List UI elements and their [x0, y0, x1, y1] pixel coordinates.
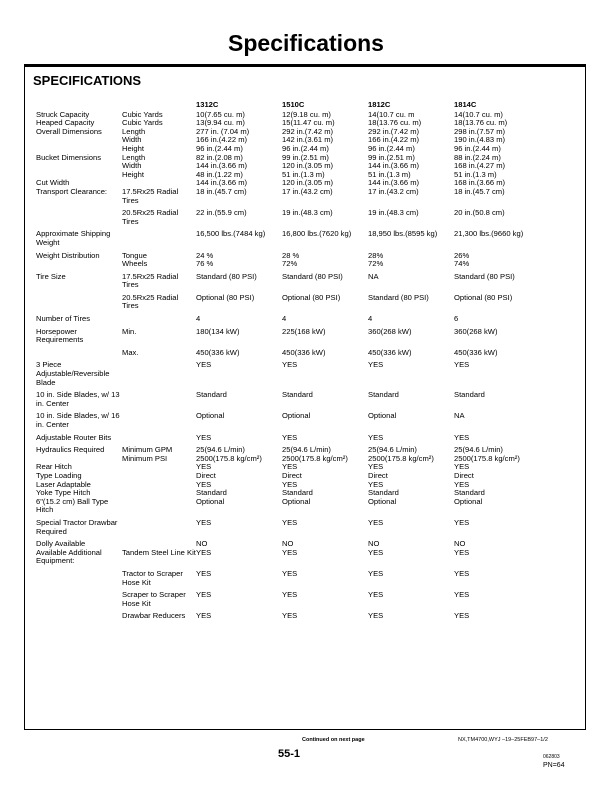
table-row	[36, 608, 526, 621]
page-number: 55-1	[278, 748, 301, 760]
table-cell: Approximate Shipping Weight	[36, 229, 111, 247]
table-cell: 15(11.47 cu. m)	[282, 118, 335, 128]
table-cell: 14(10.7 cu. m	[368, 109, 415, 119]
table-cell: 72%	[368, 259, 384, 269]
table-row	[36, 154, 526, 163]
table-cell: Direct	[454, 470, 474, 480]
table-cell: Standard	[454, 488, 485, 498]
table-cell: 25(94.6 L/min)	[368, 445, 417, 455]
table-cell: 144 in.(3.66 m)	[196, 178, 248, 188]
table-cell: Overall Dimensions	[36, 126, 102, 136]
table-cell	[122, 489, 196, 498]
table-cell: 51 in.(1.3 m)	[368, 169, 411, 179]
table-cell: 298 in.(7.57 m)	[454, 126, 506, 136]
table-cell: Optional	[196, 496, 225, 506]
table-row	[36, 179, 526, 188]
table-cell: 2500(175.8 kg/cm²)	[282, 453, 348, 463]
table-cell: 21,300 lbs.(9660 kg)	[454, 229, 524, 239]
table-row	[36, 205, 526, 226]
table-cell: 26%	[454, 250, 470, 260]
top-rule	[25, 65, 585, 67]
table-cell: 20.5Rx25 Radial Tires	[122, 292, 179, 311]
table-cell: Rear Hitch	[36, 462, 72, 472]
table-cell: Available Additional Equipment:	[36, 547, 102, 566]
table-cell: Cubic Yards	[122, 118, 163, 128]
table-row	[36, 260, 526, 269]
table-cell: 72%	[282, 259, 298, 269]
pn-number: PN=64	[543, 762, 565, 769]
table-cell: 168 in.(3.66 m)	[454, 178, 506, 188]
table-cell: 28%	[368, 250, 384, 260]
table-cell: Minimum PSI	[122, 453, 168, 463]
table-cell: 144 in.(3.66 m)	[368, 161, 420, 171]
table-cell	[36, 345, 122, 358]
table-cell	[122, 408, 196, 429]
table-cell: YES	[196, 360, 212, 370]
table-row	[36, 111, 526, 120]
table-cell: YES	[368, 590, 384, 600]
table-cell: Optional	[368, 411, 397, 421]
table-cell: Standard	[282, 488, 313, 498]
table-cell: Standard (80 PSI)	[454, 271, 515, 281]
table-cell: 25(94.6 L/min)	[196, 445, 245, 455]
table-cell: 17 in.(43.2 cm)	[282, 186, 333, 196]
table-cell: 292 in.(7.42 m)	[282, 126, 334, 136]
column-header: 1814C	[454, 100, 477, 109]
table-cell: Length	[122, 152, 146, 162]
table-cell: Standard	[196, 390, 227, 400]
table-cell: YES	[368, 517, 384, 527]
table-cell: Optional (80 PSI)	[454, 292, 513, 302]
continued-note: Continued on next page	[302, 737, 365, 743]
table-cell: YES	[282, 568, 298, 578]
table-cell: 18(13.76 cu. m)	[368, 118, 422, 128]
table-cell: YES	[282, 547, 298, 557]
spec-table	[36, 101, 526, 621]
table-cell: Optional	[454, 496, 483, 506]
column-header: 1510C	[282, 100, 305, 109]
column-header: 1812C	[368, 100, 391, 109]
table-row	[36, 345, 526, 358]
table-row	[36, 324, 526, 345]
table-cell: Standard (80 PSI)	[368, 292, 429, 302]
table-cell: 450(336 kW)	[196, 347, 240, 357]
table-cell: YES	[282, 611, 298, 621]
table-cell: 360(268 kW)	[368, 326, 412, 336]
section-title: SPECIFICATIONS	[33, 73, 142, 88]
table-cell	[36, 587, 122, 608]
table-cell: Struck Capacity	[36, 109, 90, 119]
table-cell	[36, 260, 122, 269]
table-cell	[122, 226, 196, 247]
table-header-row	[36, 101, 526, 111]
page-title: Specifications	[228, 30, 384, 56]
table-cell: 16,500 lbs.(7484 kg)	[196, 229, 266, 239]
table-cell: Special Tractor Drawbar Required	[36, 517, 118, 536]
table-cell: YES	[368, 547, 384, 557]
table-cell: 18(13.76 cu. m)	[454, 118, 508, 128]
table-cell: YES	[454, 360, 470, 370]
table-cell	[122, 472, 196, 481]
table-cell: Direct	[368, 470, 388, 480]
table-row	[36, 248, 526, 261]
table-cell: 2500(175.8 kg/cm²)	[454, 453, 520, 463]
table-cell: 4	[368, 314, 373, 324]
table-cell: Standard	[368, 390, 399, 400]
table-cell: NO	[368, 539, 380, 549]
table-cell: Weight Distribution	[36, 250, 100, 260]
table-cell: Max.	[122, 347, 139, 357]
table-cell: 16,800 lbs.(7620 kg)	[282, 229, 352, 239]
table-cell	[36, 136, 122, 145]
table-cell: YES	[368, 568, 384, 578]
table-cell	[122, 463, 196, 472]
table-cell: 99 in.(2.51 m)	[282, 152, 329, 162]
table-row	[36, 145, 526, 154]
table-cell: 450(336 kW)	[368, 347, 412, 357]
table-cell: 25(94.6 L/min)	[282, 445, 331, 455]
table-cell: YES	[282, 462, 298, 472]
table-cell: Optional (80 PSI)	[196, 292, 255, 302]
table-cell: Standard	[196, 488, 227, 498]
table-cell: YES	[368, 462, 384, 472]
table-cell	[122, 430, 196, 443]
table-cell: 144 in.(3.66 m)	[196, 161, 248, 171]
table-cell: Height	[122, 169, 144, 179]
table-row	[36, 549, 526, 566]
table-cell	[122, 515, 196, 536]
table-cell: Yoke Type Hitch	[36, 488, 91, 498]
table-row	[36, 498, 526, 515]
table-cell: 82 in.(2.08 m)	[196, 152, 243, 162]
table-cell: 277 in. (7.04 m)	[196, 126, 250, 136]
table-cell	[122, 387, 196, 408]
table-cell: YES	[282, 479, 298, 489]
specifications-panel	[24, 64, 586, 730]
table-row	[36, 311, 526, 324]
table-cell: NO	[454, 539, 466, 549]
table-cell: YES	[196, 517, 212, 527]
table-cell: Optional	[282, 496, 311, 506]
table-cell: YES	[282, 432, 298, 442]
table-cell: 10(7.65 cu. m)	[196, 109, 245, 119]
table-cell: 180(134 kW)	[196, 326, 240, 336]
table-row	[36, 455, 526, 464]
table-cell: 51 in.(1.3 m)	[454, 169, 497, 179]
table-cell	[36, 290, 122, 311]
table-cell: Transport Clearance:	[36, 186, 108, 196]
table-cell: YES	[282, 517, 298, 527]
table-cell: 96 in.(2.44 m)	[368, 143, 415, 153]
table-cell: Min.	[122, 326, 137, 336]
table-cell: Wheels	[122, 259, 148, 269]
table-cell: Direct	[282, 470, 302, 480]
table-cell: Adjustable Router Bits	[36, 432, 112, 442]
table-cell: 6"(15.2 cm) Ball Type Hitch	[36, 496, 109, 515]
table-cell: Tongue	[122, 250, 147, 260]
table-cell: Dolly Available	[36, 539, 86, 549]
table-cell: 3 Piece Adjustable/Reversible Blade	[36, 360, 110, 387]
table-cell: 144 in.(3.66 m)	[368, 178, 420, 188]
table-cell: Length	[122, 126, 146, 136]
table-cell	[122, 357, 196, 387]
table-cell: Horsepower Requirements	[36, 326, 84, 345]
table-cell: 120 in.(3.05 m)	[282, 161, 334, 171]
table-cell: 19 in.(48.3 cm)	[368, 208, 419, 218]
table-cell: YES	[196, 462, 212, 472]
table-cell: 22 in.(55.9 cm)	[196, 208, 247, 218]
table-cell: 168 in.(4.27 m)	[454, 161, 506, 171]
table-cell: Tire Size	[36, 271, 66, 281]
table-cell: 142 in.(3.61 m)	[282, 135, 334, 145]
table-cell: YES	[454, 479, 470, 489]
table-cell: Standard (80 PSI)	[282, 271, 343, 281]
table-cell: Tractor to Scraper Hose Kit	[122, 568, 183, 587]
table-cell	[122, 536, 196, 549]
table-row	[36, 536, 526, 549]
table-cell: NA	[368, 271, 379, 281]
table-cell: 28 %	[282, 250, 300, 260]
table-row	[36, 290, 526, 311]
table-cell: 74%	[454, 259, 470, 269]
table-cell: YES	[196, 568, 212, 578]
table-cell: 88 in.(2.24 m)	[454, 152, 501, 162]
table-cell: YES	[454, 611, 470, 621]
table-cell: YES	[196, 547, 212, 557]
table-cell: 51 in.(1.3 m)	[282, 169, 325, 179]
table-cell: YES	[368, 479, 384, 489]
table-cell: 450(336 kW)	[282, 347, 326, 357]
table-cell: 20.5Rx25 Radial Tires	[122, 208, 179, 226]
table-cell: 96 in.(2.44 m)	[454, 143, 501, 153]
table-cell: Scraper to Scraper Hose Kit	[122, 590, 186, 608]
table-row	[36, 128, 526, 137]
table-cell: 96 in.(2.44 m)	[196, 143, 243, 153]
table-cell: Laser Adaptable	[36, 479, 91, 489]
table-row	[36, 442, 526, 455]
table-row	[36, 162, 526, 171]
table-cell: 17.5Rx25 Radial Tires	[122, 186, 179, 205]
table-row	[36, 566, 526, 587]
table-cell: Direct	[196, 470, 216, 480]
table-cell: 18 in.(45.7 cm)	[196, 186, 247, 196]
table-cell: 166 in.(4.22 m)	[196, 135, 248, 145]
table-cell: YES	[282, 360, 298, 370]
table-cell: 166 in.(4.22 m)	[368, 135, 420, 145]
table-cell: 18 in.(45.7 cm)	[454, 186, 505, 196]
table-row	[36, 587, 526, 608]
table-cell: Drawbar Reducers	[122, 611, 186, 621]
table-cell: Optional (80 PSI)	[282, 292, 341, 302]
table-cell: 25(94.6 L/min)	[454, 445, 503, 455]
table-cell	[36, 162, 122, 171]
table-cell: Type Loading	[36, 470, 82, 480]
table-cell: 24 %	[196, 250, 214, 260]
table-cell: YES	[454, 568, 470, 578]
table-row	[36, 472, 526, 481]
table-cell: Hydraulics Required	[36, 445, 105, 455]
table-cell: 120 in.(3.05 m)	[282, 178, 334, 188]
table-cell	[36, 205, 122, 226]
table-row	[36, 408, 526, 429]
table-cell: 10 in. Side Blades, w/ 16 in. Center	[36, 411, 120, 429]
table-cell: 450(336 kW)	[454, 347, 498, 357]
table-cell: YES	[196, 479, 212, 489]
table-row	[36, 387, 526, 408]
table-row	[36, 489, 526, 498]
table-cell: YES	[454, 517, 470, 527]
table-cell: Tandem Steel Line Kit	[122, 547, 196, 557]
table-cell: Width	[122, 161, 142, 171]
table-row	[36, 430, 526, 443]
table-cell: NA	[454, 411, 465, 421]
table-cell: 14(10.7 cu. m)	[454, 109, 503, 119]
table-cell: NO	[282, 539, 294, 549]
table-cell: Optional	[368, 496, 397, 506]
table-cell: 96 in.(2.44 m)	[282, 143, 329, 153]
table-cell: 20 in.(50.8 cm)	[454, 208, 505, 218]
table-cell: Optional	[282, 411, 311, 421]
table-cell: Width	[122, 135, 142, 145]
table-cell: Height	[122, 143, 144, 153]
table-cell: 2500(175.8 kg/cm²)	[368, 453, 434, 463]
table-cell: 2500(175.8 kg/cm²)	[196, 453, 262, 463]
table-cell: Bucket Dimensions	[36, 152, 101, 162]
table-cell: 6	[454, 314, 459, 324]
table-row	[36, 269, 526, 290]
table-cell: Standard	[454, 390, 485, 400]
table-cell: Cut Width	[36, 178, 70, 188]
table-cell: 18,950 lbs.(8595 kg)	[368, 229, 438, 239]
table-cell	[122, 498, 196, 515]
table-cell: 17 in.(43.2 cm)	[368, 186, 419, 196]
table-cell: 190 in.(4.83 m)	[454, 135, 506, 145]
image-code: 062803	[543, 754, 560, 760]
table-cell: YES	[454, 590, 470, 600]
table-cell: Minimum GPM	[122, 445, 173, 455]
table-cell: 360(268 kW)	[454, 326, 498, 336]
table-cell: YES	[368, 611, 384, 621]
table-cell	[122, 481, 196, 490]
table-row	[36, 136, 526, 145]
table-row	[36, 119, 526, 128]
table-cell: Standard	[368, 488, 399, 498]
table-row	[36, 188, 526, 205]
table-row	[36, 481, 526, 490]
table-cell: Heaped Capacity	[36, 118, 95, 128]
table-cell: Cubic Yards	[122, 109, 163, 119]
column-header: 1312C	[196, 100, 219, 109]
table-cell: 48 in.(1.22 m)	[196, 169, 243, 179]
table-cell: YES	[454, 432, 470, 442]
table-cell	[122, 311, 196, 324]
table-cell: YES	[368, 360, 384, 370]
table-cell: 76 %	[196, 259, 214, 269]
table-row	[36, 463, 526, 472]
table-cell: Standard (80 PSI)	[196, 271, 257, 281]
table-cell: 99 in.(2.51 m)	[368, 152, 415, 162]
doc-reference: NX,TM4700,WYJ –19–25FEB97–1/2	[458, 737, 548, 743]
table-cell	[36, 566, 122, 587]
table-cell: 19 in.(48.3 cm)	[282, 208, 333, 218]
table-cell: 4	[196, 314, 201, 324]
table-cell: 17.5Rx25 Radial Tires	[122, 271, 179, 290]
table-cell: Number of Tires	[36, 314, 91, 324]
table-cell: YES	[454, 462, 470, 472]
table-row	[36, 226, 526, 247]
table-cell: YES	[454, 547, 470, 557]
table-cell	[36, 608, 122, 621]
table-row	[36, 357, 526, 387]
table-row	[36, 171, 526, 180]
table-cell: YES	[368, 432, 384, 442]
table-cell: YES	[196, 611, 212, 621]
table-cell: YES	[196, 432, 212, 442]
table-cell: 12(9.18 cu. m)	[282, 109, 331, 119]
table-cell: 225(168 kW)	[282, 326, 326, 336]
table-cell: 13(9.94 cu. m)	[196, 118, 245, 128]
table-row	[36, 515, 526, 536]
table-cell: 292 in.(7.42 m)	[368, 126, 420, 136]
table-cell: Optional	[196, 411, 225, 421]
table-cell: YES	[282, 590, 298, 600]
table-cell: NO	[196, 539, 208, 549]
table-cell: Standard	[282, 390, 313, 400]
table-cell: 4	[282, 314, 287, 324]
table-cell: YES	[196, 590, 212, 600]
table-cell: 10 in. Side Blades, w/ 13 in. Center	[36, 390, 120, 408]
